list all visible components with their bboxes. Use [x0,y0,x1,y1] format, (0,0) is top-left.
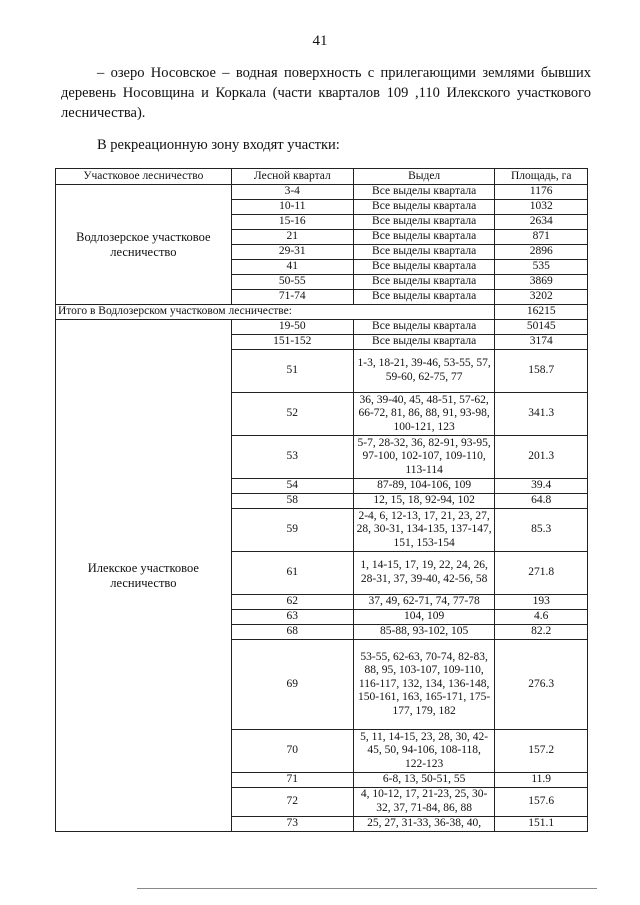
plots-cell: 85-88, 93-102, 105 [353,625,495,640]
plots-cell: Все выделы квартала [353,320,495,335]
intro-paragraph: – озеро Носовское – водная поверхность с прилегающими землями бывших деревень Носовщина и Коркала (части кварталов 109 ,110 Илекского участкового лесничества). [61,65,591,121]
quarter-cell: 73 [231,817,353,832]
table-row [56,320,588,335]
plots-cell: Все выделы квартала [353,185,495,200]
area-cell: 157.2 [495,730,588,773]
plots-cell: 104, 109 [353,610,495,625]
quarter-cell: 29-31 [231,245,353,260]
area-cell: 201.3 [495,436,588,479]
plots-cell: Все выделы квартала [353,200,495,215]
area-cell: 871 [495,230,588,245]
plots-cell: 87-89, 104-106, 109 [353,479,495,494]
area-cell: 3869 [495,275,588,290]
quarter-cell: 52 [231,393,353,436]
plots-cell: Все выделы квартала [353,290,495,305]
plots-cell: Все выделы квартала [353,335,495,350]
area-cell: 2896 [495,245,588,260]
quarter-cell: 68 [231,625,353,640]
plots-cell: 12, 15, 18, 92-94, 102 [353,494,495,509]
plots-cell: 1, 14-15, 17, 19, 22, 24, 26, 28-31, 37, 39-40, 42-56, 58 [353,552,495,595]
footer-line [137,888,597,889]
area-cell: 3202 [495,290,588,305]
total-area: 16215 [495,305,588,320]
plots-cell: Все выделы квартала [353,260,495,275]
quarter-cell: 51 [231,350,353,393]
header-quarter: Лесной квартал [231,169,353,185]
plots-cell: 37, 49, 62-71, 74, 77-78 [353,595,495,610]
plots-cell: 2-4, 6, 12-13, 17, 21, 23, 27, 28, 30-31, 134-135, 137-147, 151, 153-154 [353,509,495,552]
area-cell: 1176 [495,185,588,200]
plots-cell: 6-8, 13, 50-51, 55 [353,773,495,788]
total-row [56,305,588,320]
quarter-cell: 59 [231,509,353,552]
area-cell: 50145 [495,320,588,335]
plots-cell: 5, 11, 14-15, 23, 28, 30, 42-45, 50, 94-106, 108-118, 122-123 [353,730,495,773]
plots-cell: Все выделы квартала [353,245,495,260]
area-cell: 3174 [495,335,588,350]
area-cell: 276.3 [495,640,588,730]
quarter-cell: 62 [231,595,353,610]
area-cell: 64.8 [495,494,588,509]
quarter-cell: 50-55 [231,275,353,290]
plots-cell: Все выделы квартала [353,215,495,230]
zone-intro: В рекреационную зону входят участки: [97,137,340,153]
area-cell: 271.8 [495,552,588,595]
plots-cell: 53-55, 62-63, 70-74, 82-83, 88, 95, 103-107, 109-110, 116-117, 132, 134, 136-148, 150-161, 163, 165-171, 175-177, 179, 182 [353,640,495,730]
area-cell: 157.6 [495,788,588,817]
quarter-cell: 151-152 [231,335,353,350]
plots-cell: 1-3, 18-21, 39-46, 53-55, 57, 59-60, 62-75, 77 [353,350,495,393]
quarter-cell: 71 [231,773,353,788]
quarter-cell: 19-50 [231,320,353,335]
district-name: Водлозерское участковое лесничество [56,185,232,305]
area-cell: 82.2 [495,625,588,640]
quarter-cell: 53 [231,436,353,479]
quarter-cell: 58 [231,494,353,509]
page-number: 41 [312,33,328,49]
area-cell: 85.3 [495,509,588,552]
area-cell: 193 [495,595,588,610]
table-row [56,185,588,200]
quarter-cell: 61 [231,552,353,595]
district-name: Илекское участковое лесничество [56,320,232,832]
total-label: Итого в Водлозерском участковом лесничестве: [56,305,495,320]
area-cell: 11.9 [495,773,588,788]
plots-cell: 36, 39-40, 45, 48-51, 57-62, 66-72, 81, 86, 88, 91, 93-98, 100-121, 123 [353,393,495,436]
area-cell: 341.3 [495,393,588,436]
plots-cell: 5-7, 28-32, 36, 82-91, 93-95, 97-100, 102-107, 109-110, 113-114 [353,436,495,479]
quarter-cell: 71-74 [231,290,353,305]
table-header-row [56,169,588,185]
area-cell: 535 [495,260,588,275]
quarter-cell: 63 [231,610,353,625]
quarter-cell: 15-16 [231,215,353,230]
area-cell: 2634 [495,215,588,230]
area-cell: 1032 [495,200,588,215]
area-cell: 4.6 [495,610,588,625]
plots-cell: 4, 10-12, 17, 21-23, 25, 30-32, 37, 71-84, 86, 88 [353,788,495,817]
quarter-cell: 21 [231,230,353,245]
header-area: Площадь, га [495,169,588,185]
quarter-cell: 10-11 [231,200,353,215]
recreation-zone-table [55,168,588,832]
area-cell: 39.4 [495,479,588,494]
plots-cell: Все выделы квартала [353,230,495,245]
header-plots: Выдел [353,169,495,185]
plots-cell: 25, 27, 31-33, 36-38, 40, [353,817,495,832]
quarter-cell: 54 [231,479,353,494]
plots-cell: Все выделы квартала [353,275,495,290]
quarter-cell: 70 [231,730,353,773]
quarter-cell: 72 [231,788,353,817]
quarter-cell: 3-4 [231,185,353,200]
header-district: Участковое лесничество [56,169,232,185]
quarter-cell: 41 [231,260,353,275]
area-cell: 151.1 [495,817,588,832]
quarter-cell: 69 [231,640,353,730]
area-cell: 158.7 [495,350,588,393]
